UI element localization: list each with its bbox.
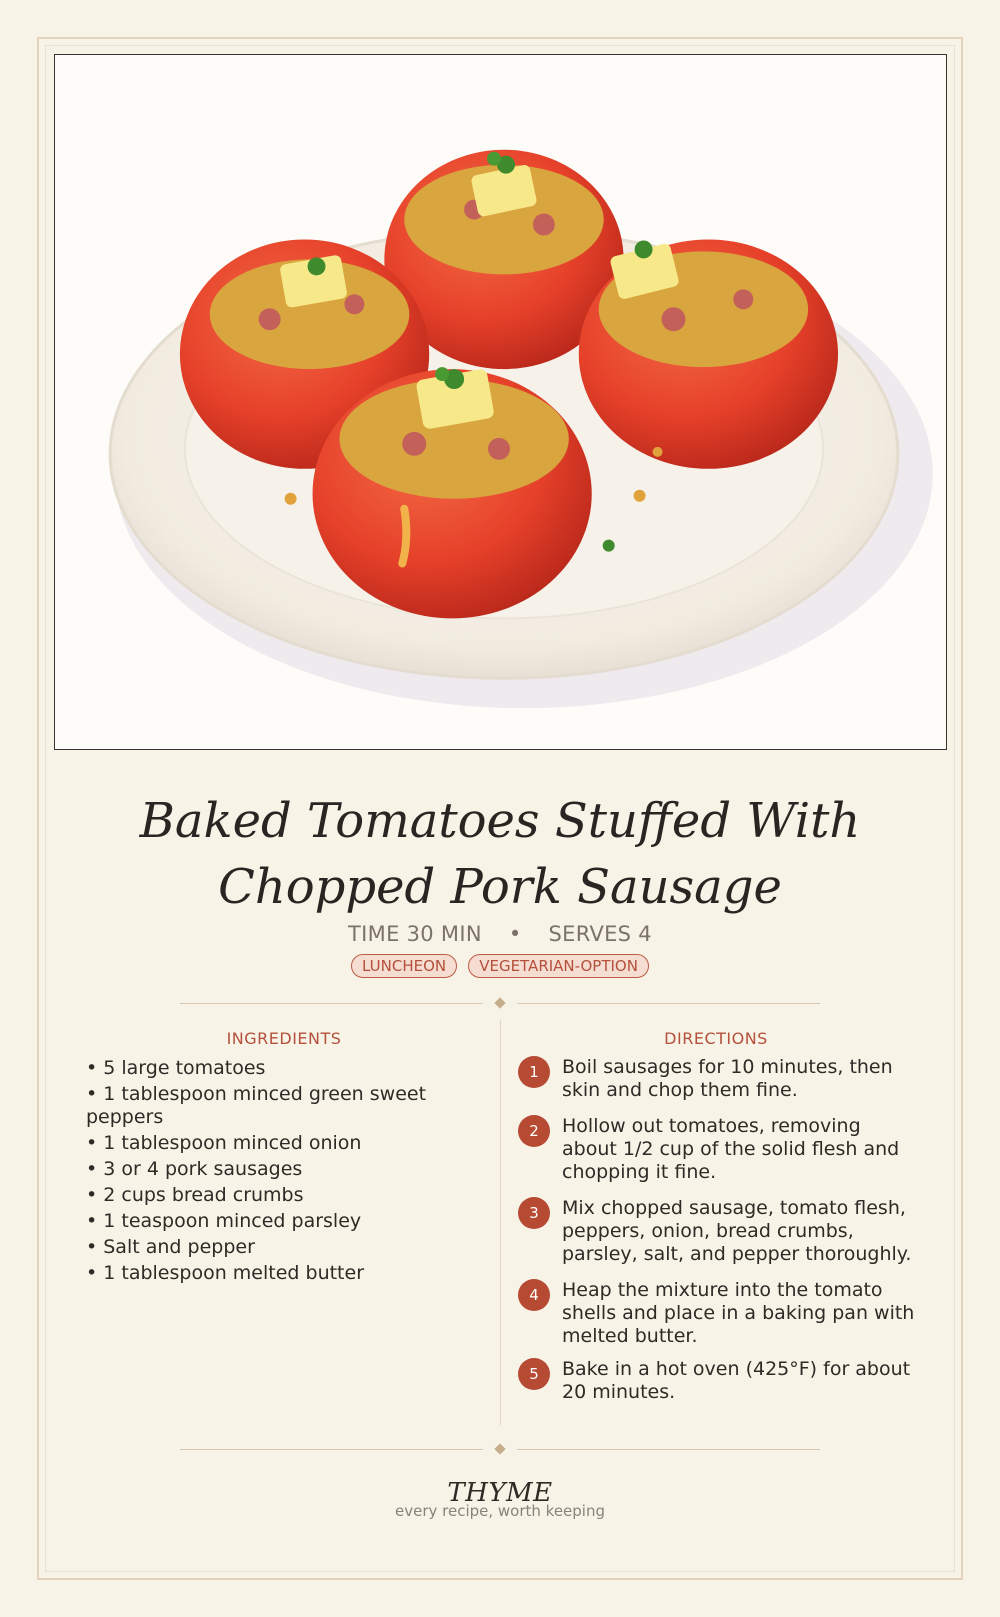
- tomato-front: [313, 367, 592, 618]
- ingredient-item: • 1 tablespoon melted butter: [86, 1262, 365, 1284]
- tomato-right: [579, 239, 838, 468]
- direction-step: [518, 1197, 918, 1266]
- direction-step: [518, 1279, 918, 1348]
- serves-label: SERVES 4: [548, 922, 652, 946]
- stuffed-tomatoes-illustration: [55, 55, 946, 749]
- brand-tagline: every recipe, worth keeping: [394, 1502, 605, 1520]
- direction-step: [518, 1056, 918, 1102]
- step-text: Heap the mixture into the tomato shells and place in a baking pan with melted butter.: [562, 1279, 915, 1347]
- ingredient-item: • 1 teaspoon minced parsley: [86, 1210, 362, 1232]
- column-divider: [500, 1020, 501, 1425]
- recipe-meta: [0, 922, 1000, 946]
- directions-heading: DIRECTIONS: [664, 1029, 768, 1048]
- brand-logo: THYME: [447, 1478, 553, 1508]
- recipe-photo: [54, 54, 947, 750]
- meta-separator: •: [508, 922, 522, 946]
- footer-divider-left: [180, 1449, 483, 1450]
- direction-step: [518, 1115, 918, 1184]
- recipe-title: Baked Tomatoes Stuffed With Chopped Pork Sausage: [139, 793, 861, 915]
- footer-divider-right: [517, 1449, 820, 1450]
- ingredient-item: • 3 or 4 pork sausages: [86, 1158, 303, 1180]
- step-number-badge: 2: [518, 1115, 550, 1147]
- divider-right: [517, 1003, 820, 1004]
- step-number-badge: 4: [518, 1279, 550, 1311]
- step-text: Hollow out tomatoes, removing about 1/2 cup of the solid flesh and chopping it fine.: [562, 1115, 900, 1183]
- tag-vegetarian-option[interactable]: VEGETARIAN-OPTION: [468, 954, 649, 978]
- step-number-badge: 5: [518, 1358, 550, 1390]
- directions-list: [518, 1056, 918, 1404]
- tag-luncheon[interactable]: LUNCHEON: [351, 954, 457, 978]
- divider-left: [180, 1003, 483, 1004]
- direction-step: [518, 1358, 918, 1404]
- step-number-badge: 1: [518, 1056, 550, 1088]
- step-text: Bake in a hot oven (425°F) for about 20 minutes.: [562, 1358, 911, 1403]
- step-number-badge: 3: [518, 1197, 550, 1229]
- ingredient-item: • 1 tablespoon minced green sweet peppers: [86, 1083, 427, 1128]
- tag-list: [0, 954, 1000, 978]
- ingredient-item: • 1 tablespoon minced onion: [86, 1132, 362, 1154]
- ingredients-heading: INGREDIENTS: [226, 1029, 342, 1048]
- step-text: Boil sausages for 10 minutes, then skin and chop them fine.: [562, 1056, 893, 1101]
- ingredient-item: • 5 large tomatoes: [86, 1057, 266, 1079]
- step-text: Mix chopped sausage, tomato flesh, peppers, onion, bread crumbs, parsley, salt, and pepper thoroughly.: [562, 1197, 912, 1265]
- time-label: TIME 30 MIN: [348, 922, 482, 946]
- ingredient-item: • 2 cups bread crumbs: [86, 1184, 304, 1206]
- ingredients-list: [86, 1057, 456, 1288]
- ingredient-item: • Salt and pepper: [86, 1236, 255, 1258]
